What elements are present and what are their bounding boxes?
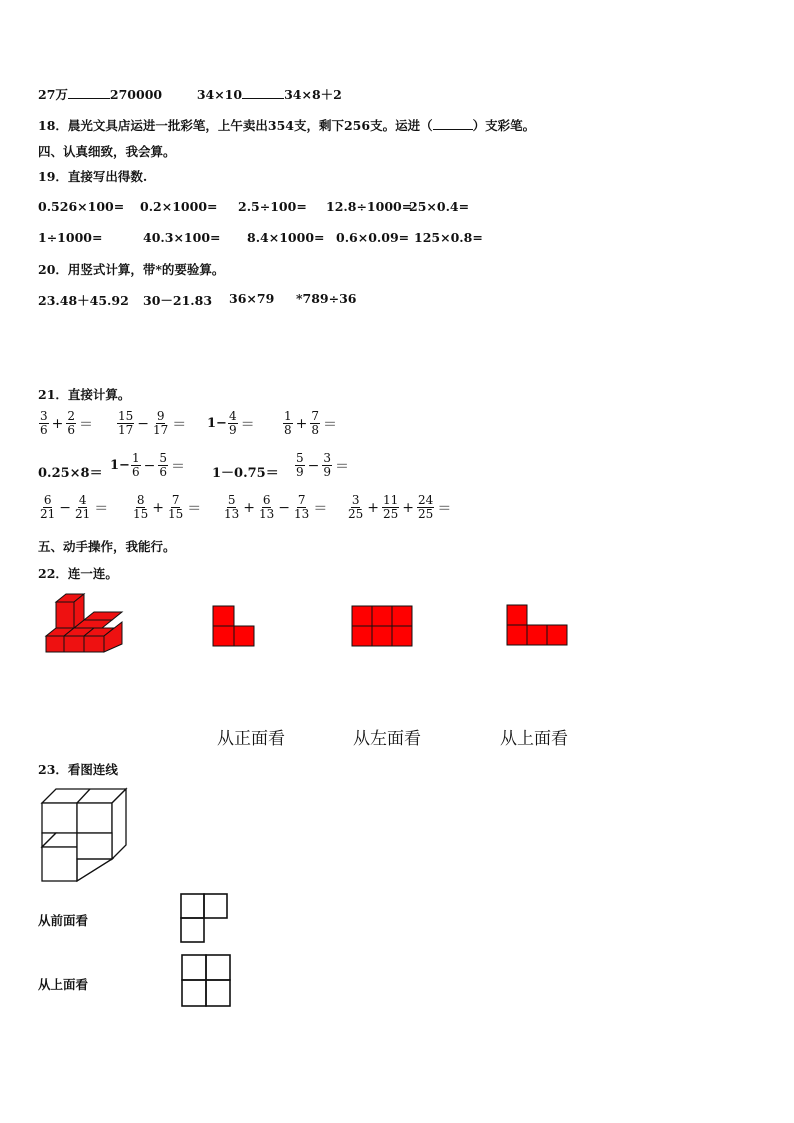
q23-label-top[interactable]: 从上面看 <box>38 977 89 992</box>
frac-den: 9 <box>296 465 304 479</box>
q22-heading: 22．连一连。 <box>38 566 118 581</box>
view-label-front[interactable]: 从正面看 <box>217 729 285 749</box>
q23-label-front[interactable]: 从前面看 <box>38 913 89 928</box>
frac-num: 6 <box>43 493 52 507</box>
frac-den: 8 <box>284 423 292 437</box>
frac-den: 6 <box>40 423 48 437</box>
operator: + <box>367 499 380 516</box>
q21-expr: 1－0.75＝ <box>212 466 279 481</box>
frac-num: 7 <box>297 493 306 507</box>
whole-part: 1− <box>207 416 227 431</box>
view-shape-l[interactable] <box>212 605 256 647</box>
frac-den: 13 <box>259 507 275 521</box>
frac-den: 25 <box>418 507 434 521</box>
q19-item: 1÷1000= <box>38 230 103 245</box>
q17-a: 27万 <box>38 87 68 102</box>
cube-outline-solid[interactable] <box>40 787 132 883</box>
operator: − <box>137 415 150 432</box>
q19-item: 25×0.4= <box>409 199 470 214</box>
operator: + <box>152 499 165 516</box>
q21-expr <box>207 410 257 437</box>
frac-num: 9 <box>156 409 165 423</box>
equals: ＝ <box>79 416 94 433</box>
frac-den: 17 <box>118 423 134 437</box>
frac-num: 3 <box>323 451 332 465</box>
equals: ＝ <box>170 458 185 475</box>
operator: − <box>59 499 72 516</box>
view-shape-grid[interactable] <box>351 605 413 647</box>
frac-den: 25 <box>383 507 399 521</box>
q23-view-front[interactable] <box>179 892 229 944</box>
frac-den: 21 <box>75 507 91 521</box>
q20-item: 36×79 <box>229 291 275 306</box>
operator: − <box>143 457 156 474</box>
operator: − <box>278 499 291 516</box>
q17-c: 34×10 <box>196 87 243 102</box>
q19-heading: 19．直接写出得数. <box>38 169 148 184</box>
frac-den: 17 <box>153 423 169 437</box>
frac-num: 8 <box>136 493 145 507</box>
q19-item: 0.2×1000= <box>140 199 218 214</box>
frac-num: 3 <box>351 493 360 507</box>
view-label-top[interactable]: 从上面看 <box>500 729 568 749</box>
q19-item: 125×0.8= <box>414 230 483 245</box>
q18-text: 18．晨光文具店运进一批彩笔，上午卖出354支，剩下256支。运进（ <box>38 118 433 133</box>
frac-den: 13 <box>224 507 240 521</box>
equals: ＝ <box>335 458 350 475</box>
frac-den: 6 <box>131 465 140 479</box>
q19-item: 12.8÷1000= <box>326 199 413 214</box>
q19-item: 2.5÷100= <box>238 199 307 214</box>
frac-num: 4 <box>78 493 87 507</box>
q18-blank[interactable] <box>433 117 473 130</box>
q21-expr <box>282 410 339 437</box>
equals: ＝ <box>172 416 187 433</box>
operator: + <box>51 415 64 432</box>
q21-heading: 21．直接计算。 <box>38 387 131 402</box>
frac-num: 5 <box>296 451 304 465</box>
frac-den: 8 <box>311 423 320 437</box>
q21-expr <box>346 494 453 521</box>
equals: ＝ <box>323 416 338 433</box>
q21-expr <box>38 410 95 437</box>
q21-expr: 0.25×8＝ <box>38 466 103 481</box>
q19-item: 8.4×1000= <box>247 230 325 245</box>
frac-num: 15 <box>118 409 134 423</box>
frac-den: 15 <box>168 507 184 521</box>
frac-den: 13 <box>294 507 310 521</box>
q23-view-top[interactable] <box>180 953 232 1008</box>
q17-d: 34×8＋2 <box>284 87 342 102</box>
frac-num: 24 <box>418 493 434 507</box>
equals: ＝ <box>313 500 328 517</box>
frac-num: 7 <box>311 409 320 423</box>
equals: ＝ <box>187 500 202 517</box>
q21-expr <box>131 494 203 521</box>
equals: ＝ <box>437 500 452 517</box>
q23-heading: 23．看图连线 <box>38 762 118 777</box>
q20-item: 30－21.83 <box>143 293 213 308</box>
q19-item: 0.6×0.09= <box>336 230 410 245</box>
frac-den: 21 <box>40 507 56 521</box>
operator: − <box>307 457 320 474</box>
frac-den: 25 <box>348 507 364 521</box>
red-cube-solid[interactable] <box>44 592 128 654</box>
operator: + <box>295 415 308 432</box>
frac-num: 11 <box>383 493 399 507</box>
frac-den: 9 <box>323 465 332 479</box>
section-5-heading: 五、动手操作，我能行。 <box>38 539 176 554</box>
equals: ＝ <box>240 416 255 433</box>
q21-expr <box>110 452 187 479</box>
q20-item: 23.48＋45.92 <box>38 293 129 308</box>
q20-item: *789÷36 <box>296 291 357 306</box>
q21-expr <box>222 494 329 521</box>
q20-heading: 20．用竖式计算，带*的要验算。 <box>38 262 225 277</box>
view-label-left[interactable]: 从左面看 <box>353 729 421 749</box>
operator: + <box>402 499 415 516</box>
view-shape-long-l[interactable] <box>506 604 568 646</box>
frac-num: 5 <box>159 451 167 465</box>
frac-num: 6 <box>262 493 271 507</box>
frac-num: 1 <box>284 409 292 423</box>
frac-den: 6 <box>67 423 76 437</box>
q21-expr <box>38 494 110 521</box>
q18 <box>38 116 535 134</box>
q17-blank-1[interactable] <box>68 86 110 99</box>
q17-blank-2[interactable] <box>242 86 284 99</box>
q19-item: 40.3×100= <box>143 230 221 245</box>
frac-num: 4 <box>228 409 237 423</box>
q18-tail: ）支彩笔。 <box>472 118 536 133</box>
q17-row <box>38 85 342 103</box>
q21-expr <box>116 410 188 437</box>
whole-part: 1− <box>110 458 130 473</box>
frac-num: 5 <box>227 493 236 507</box>
frac-num: 7 <box>171 493 180 507</box>
equals: ＝ <box>94 500 109 517</box>
frac-num: 2 <box>67 409 76 423</box>
q17-b: 270000 <box>109 87 163 102</box>
frac-num: 1 <box>131 451 140 465</box>
frac-den: 15 <box>133 507 149 521</box>
frac-den: 6 <box>159 465 167 479</box>
q21-expr <box>294 452 351 479</box>
frac-num: 3 <box>40 409 48 423</box>
section-4-heading: 四、认真细致，我会算。 <box>38 144 176 159</box>
frac-den: 9 <box>228 423 237 437</box>
operator: + <box>243 499 256 516</box>
q19-item: 0.526×100= <box>38 199 125 214</box>
